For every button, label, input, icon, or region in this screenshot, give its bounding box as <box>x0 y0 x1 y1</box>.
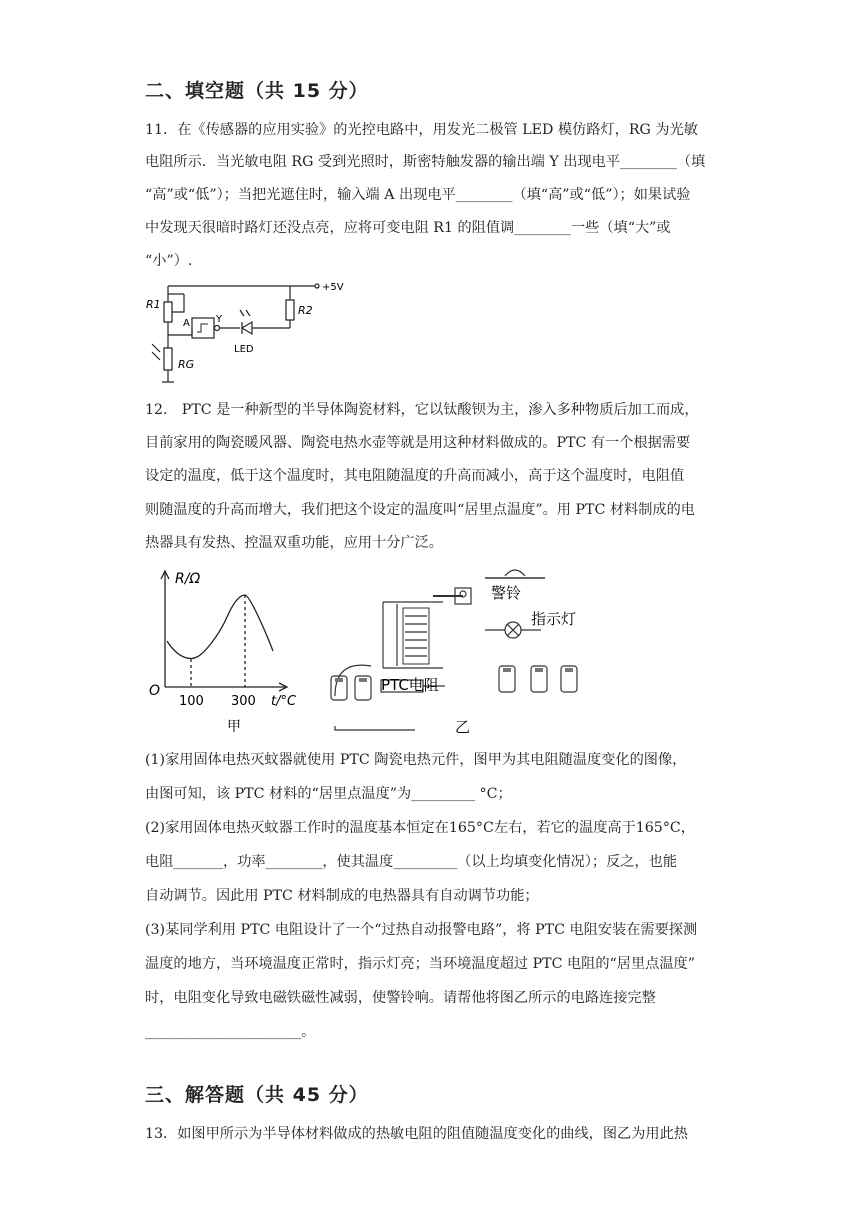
q12-sub-line-4: 电阻_______，功率________，使其温度_________（以上均填变化情况）；反之，也能 <box>145 854 678 870</box>
graph-y-axis-label: R/Ω <box>175 571 201 587</box>
q12-sub-line-9: ______________________。 <box>145 1024 316 1040</box>
circuit-caption: 乙 <box>455 718 471 736</box>
q11-line-3: “高”或“低”）；当把光遮住时，输入端 A 出现电平________（填“高”或“低”）；如果试验 <box>145 187 691 203</box>
q12-line-2: 目前家用的陶瓷暖风器、陶瓷电热水壶等就是用这种材料做成的。PTC 有一个根据需要 <box>145 435 691 451</box>
graph-tick-100: 100 <box>179 694 204 709</box>
q12-sub-line-2: 由图可知，该 PTC 材料的“居里点温度”为_________ °C； <box>145 786 512 802</box>
lamp-label: 指示灯 <box>531 610 577 628</box>
q12-sub-line-8: 时，电阻变化导致电磁铁磁性减弱，使警铃响。请帮他将图乙所示的电路连接完整 <box>145 990 656 1006</box>
q11-line-5: “小”）. <box>145 253 193 269</box>
graph-origin-label: O <box>149 683 161 699</box>
q12-sub-line-1: (1)家用固体电热灭蚊器就使用 PTC 陶瓷电热元件，图甲为其电阻随温度变化的图像， <box>145 752 687 768</box>
label-led: LED <box>234 344 254 355</box>
graph-tick-300: 300 <box>231 694 256 709</box>
label-r2: R2 <box>298 304 313 317</box>
q12-line-3: 设定的温度，低于这个温度时，其电阻随温度的升高而减小，高于这个温度时，电阻值 <box>145 468 685 484</box>
q12-line-1: 12． PTC 是一种新型的半导体陶瓷材料，它以钛酸钡为主，渗入多种物质后加工而成， <box>145 402 699 418</box>
section-heading-fill-in: 二、填空题（共 15 分） <box>145 80 369 102</box>
overheat-alarm-circuit-diagram <box>325 562 590 740</box>
graph-caption: 甲 <box>227 719 241 735</box>
q12-sub-line-6: (3)某同学利用 PTC 电阻设计了一个“过热自动报警电路”，将 PTC 电阻安装在需要探测 <box>145 922 698 938</box>
label-rg: RG <box>178 358 195 371</box>
label-y: Y <box>216 314 223 325</box>
q12-line-4: 则随温度的升高而增大，我们把这个设定的温度叫“居里点温度”。用 PTC 材料制成的电 <box>145 502 695 518</box>
q12-sub-line-7: 温度的地方，当环境温度正常时，指示灯亮；当环境温度超过 PTC 电阻的“居里点温度” <box>145 956 695 972</box>
q12-sub-line-3: (2)家用固体电热灭蚊器工作时的温度基本恒定在165°C左右，若它的温度高于165°C， <box>145 820 695 836</box>
section-heading-answer: 三、解答题（共 45 分） <box>145 1084 369 1106</box>
light-control-circuit-diagram <box>140 280 360 390</box>
graph-x-axis-label: t/°C <box>271 694 297 709</box>
q11-line-2: 电阻所示．当光敏电阻 RG 受到光照时，斯密特触发器的输出端 Y 出现电平________（填 <box>145 154 706 170</box>
label-vcc: +5V <box>322 282 344 293</box>
ptc-label: PTC电阻 <box>381 676 439 694</box>
label-r1: R1 <box>146 298 161 311</box>
ptc-resistance-temperature-graph <box>145 565 315 735</box>
q12-line-5: 热器具有发热、控温双重功能，应用十分广泛。 <box>145 535 443 551</box>
q11-line-1: 11．在《传感器的应用实验》的光控电路中，用发光二极管 LED 模仿路灯，RG 为光敏 <box>145 122 698 138</box>
bell-label: 警铃 <box>491 584 522 602</box>
label-a: A <box>183 318 190 329</box>
q11-line-4: 中发现天很暗时路灯还没点亮，应将可变电阻 R1 的阻值调________一些（填“大”或 <box>145 220 671 236</box>
q13-line-1: 13．如图甲所示为半导体材料做成的热敏电阻的阻值随温度变化的曲线，图乙为用此热 <box>145 1126 688 1142</box>
q12-sub-line-5: 自动调节。因此用 PTC 材料制成的电热器具有自动调节功能； <box>145 888 539 904</box>
